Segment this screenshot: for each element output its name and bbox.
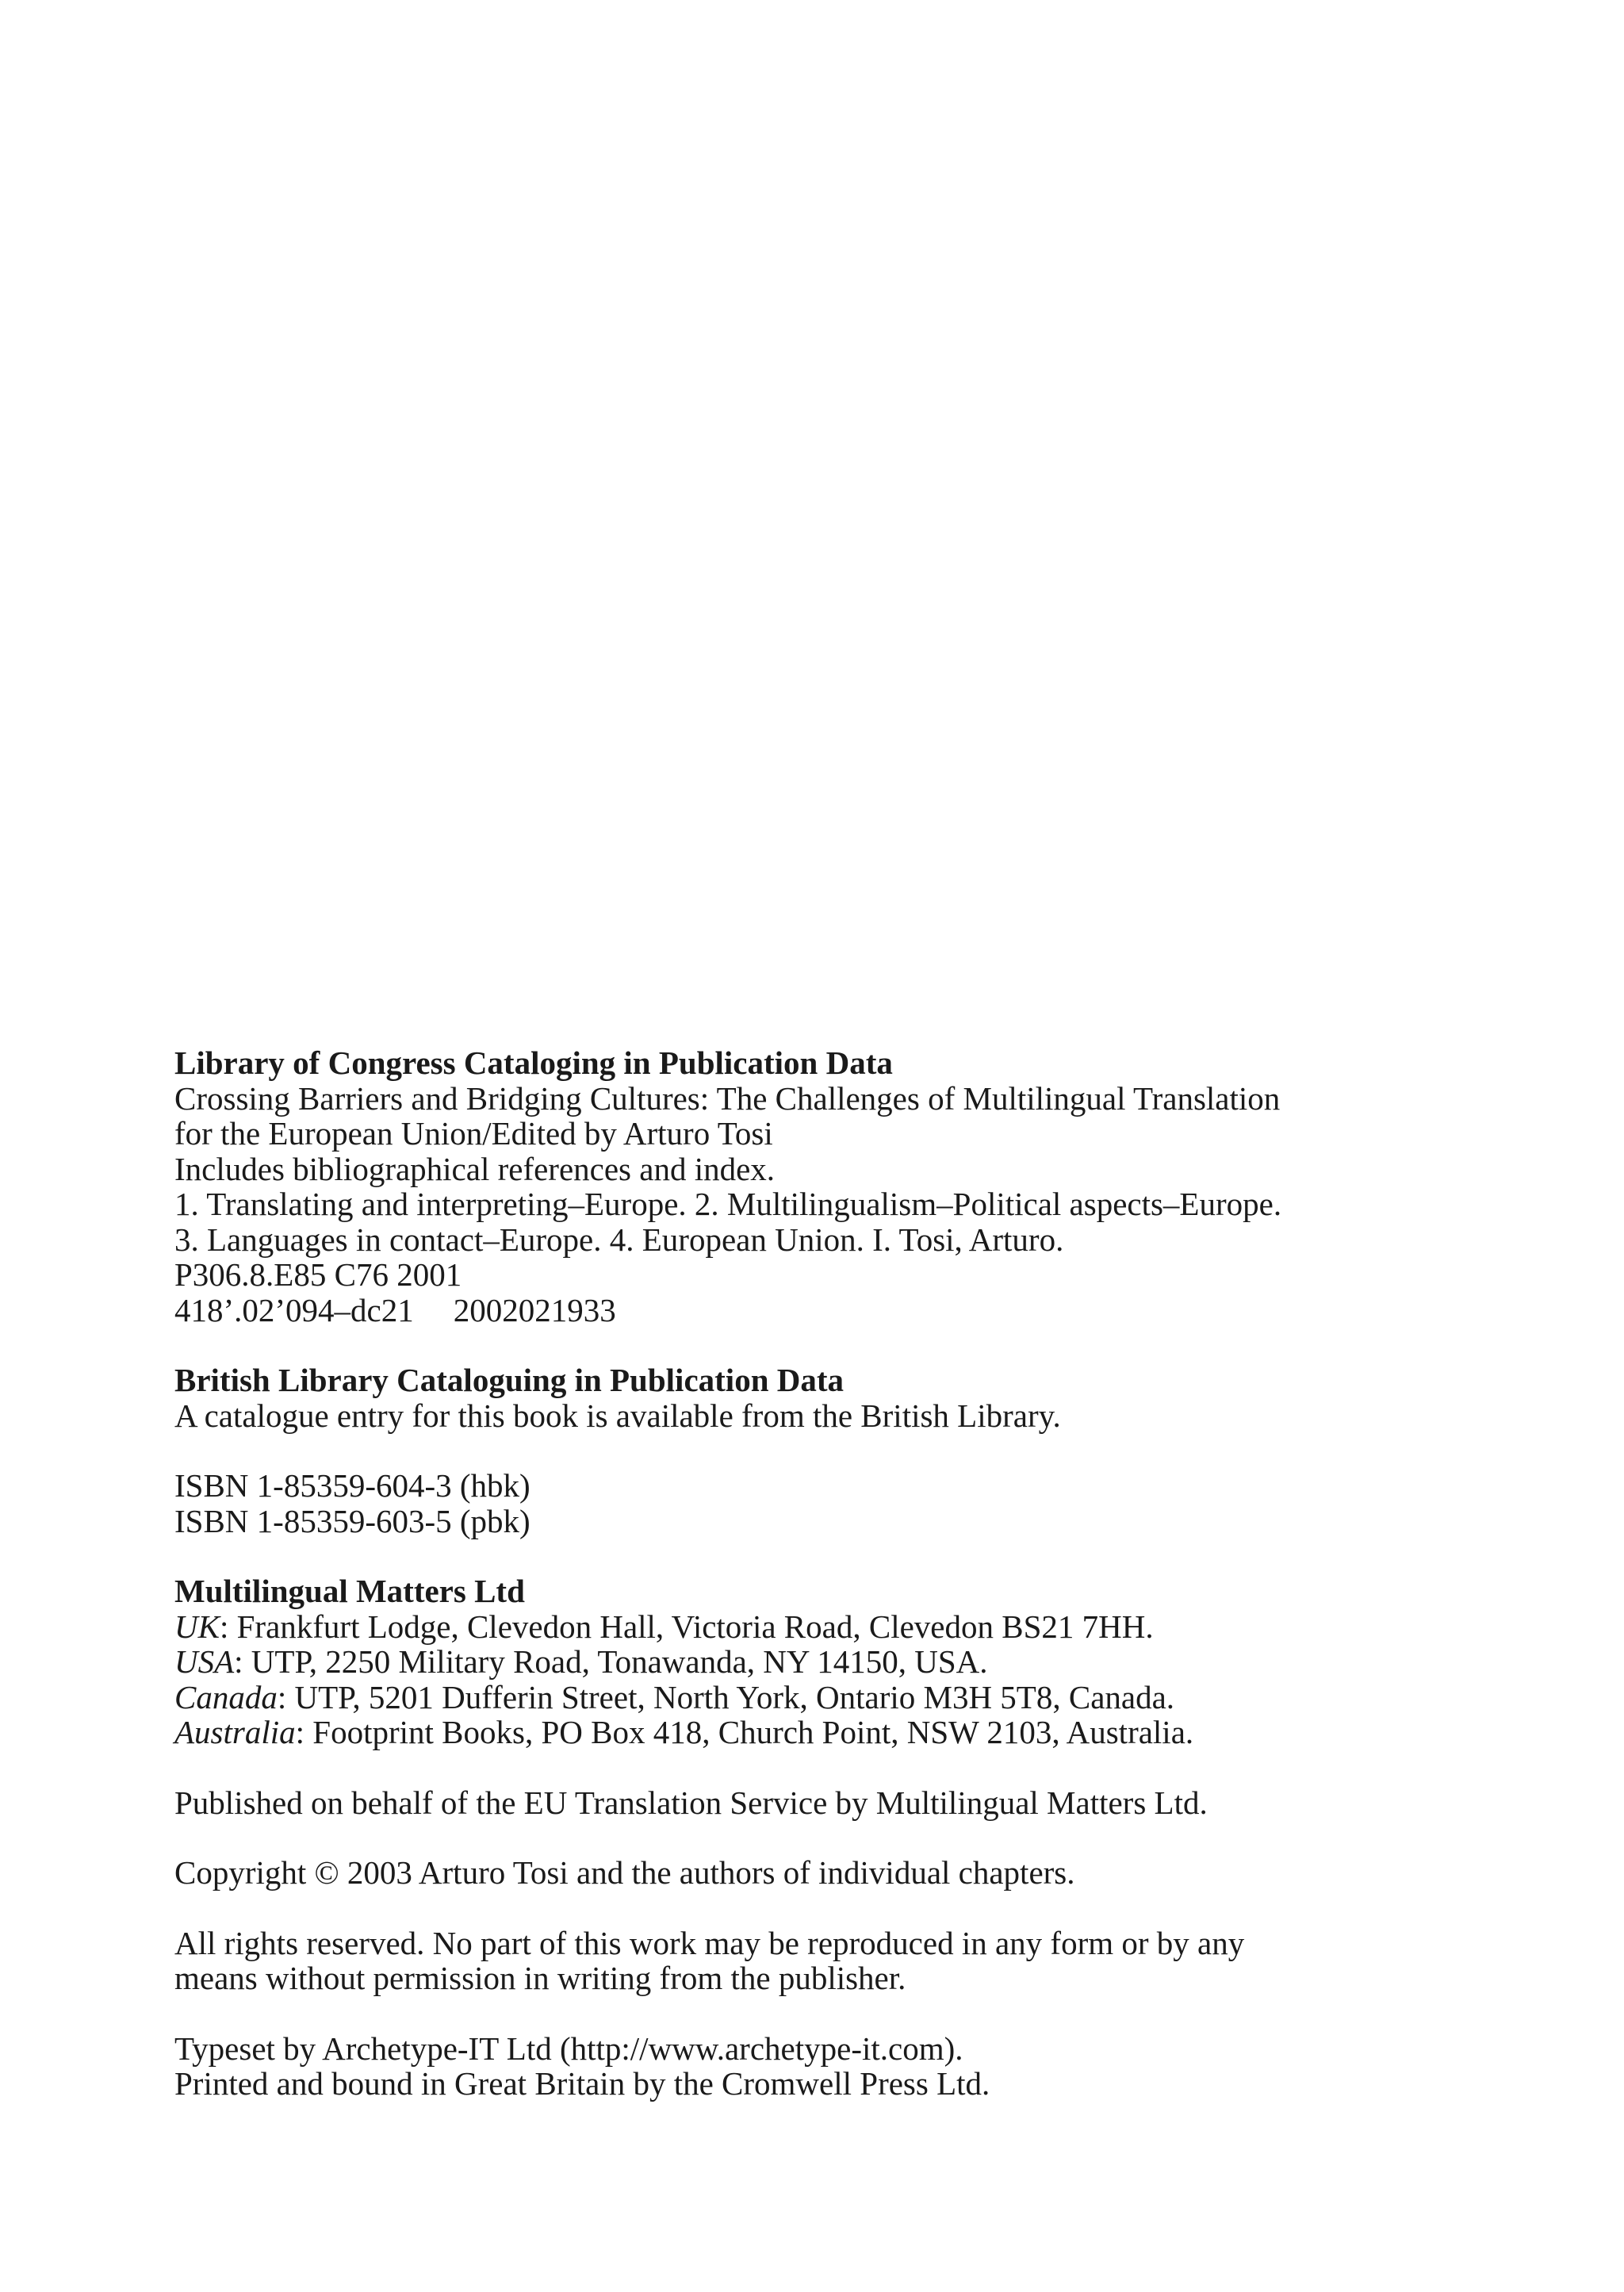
bl-heading: British Library Cataloguing in Publication Data: [174, 1362, 845, 1398]
copyright-notice: Copyright © 2003 Arturo Tosi and the authors of individual chapters.: [174, 1854, 1075, 1891]
address-text: : Footprint Books, PO Box 418, Church Point, NSW 2103, Australia.: [295, 1714, 1194, 1750]
loc-subjects-line-1: 1. Translating and interpreting–Europe. 2. Multilingualism–Political aspects–Europe.: [174, 1186, 1282, 1222]
address-region: UK: [174, 1608, 220, 1645]
loc-includes: Includes bibliographical references and index.: [174, 1150, 776, 1187]
rights-line-1: All rights reserved. No part of this work may be reproduced in any form or by any: [174, 1924, 1245, 1961]
address-canada: [174, 1680, 1475, 1715]
typeset-credit: Typeset by Archetype-IT Ltd (http://www.archetype-it.com).: [174, 2029, 963, 2067]
address-uk: [174, 1609, 1475, 1645]
loc-subjects-line-2: 3. Languages in contact–Europe. 4. European Union. I. Tosi, Arturo.: [174, 1221, 1064, 1258]
loc-dewey: 418’.02’094–dc21: [174, 1291, 414, 1328]
address-region: Canada: [174, 1678, 278, 1715]
loc-heading: Library of Congress Cataloging in Publication Data: [174, 1044, 893, 1081]
loc-title-line-1: Crossing Barriers and Bridging Cultures: The Challenges of Multilingual Translation: [174, 1079, 1281, 1117]
address-region: Australia: [174, 1714, 296, 1750]
address-region: USA: [174, 1643, 235, 1680]
address-usa: [174, 1644, 1475, 1680]
bl-text: A catalogue entry for this book is available from the British Library.: [174, 1397, 1061, 1434]
isbn-hbk: ISBN 1-85359-604-3 (hbk): [174, 1467, 530, 1504]
isbn-pbk: ISBN 1-85359-603-5 (pbk): [174, 1502, 530, 1539]
printed-credit: Printed and bound in Great Britain by the Cromwell Press Ltd.: [174, 2065, 990, 2102]
loc-call-number: P306.8.E85 C76 2001: [174, 1256, 462, 1293]
rights-line-2: means without permission in writing from the publisher.: [174, 1960, 906, 1996]
address-australia: [174, 1715, 1475, 1750]
loc-lccn: 2002021933: [453, 1291, 616, 1328]
address-text: : UTP, 2250 Military Road, Tonawanda, NY 14150, USA.: [234, 1643, 988, 1680]
published-on-behalf: Published on behalf of the EU Translation Service by Multilingual Matters Ltd.: [174, 1784, 1208, 1821]
publisher-name: Multilingual Matters Ltd: [174, 1573, 525, 1609]
address-text: : Frankfurt Lodge, Clevedon Hall, Victoria Road, Clevedon BS21 7HH.: [219, 1608, 1154, 1645]
address-text: : UTP, 5201 Dufferin Street, North York, Ontario M3H 5T8, Canada.: [277, 1678, 1175, 1715]
loc-title-line-2: for the European Union/Edited by Arturo Tosi: [174, 1115, 773, 1152]
imprint-block: [174, 1045, 1475, 2102]
loc-classification: [174, 1293, 1475, 1328]
